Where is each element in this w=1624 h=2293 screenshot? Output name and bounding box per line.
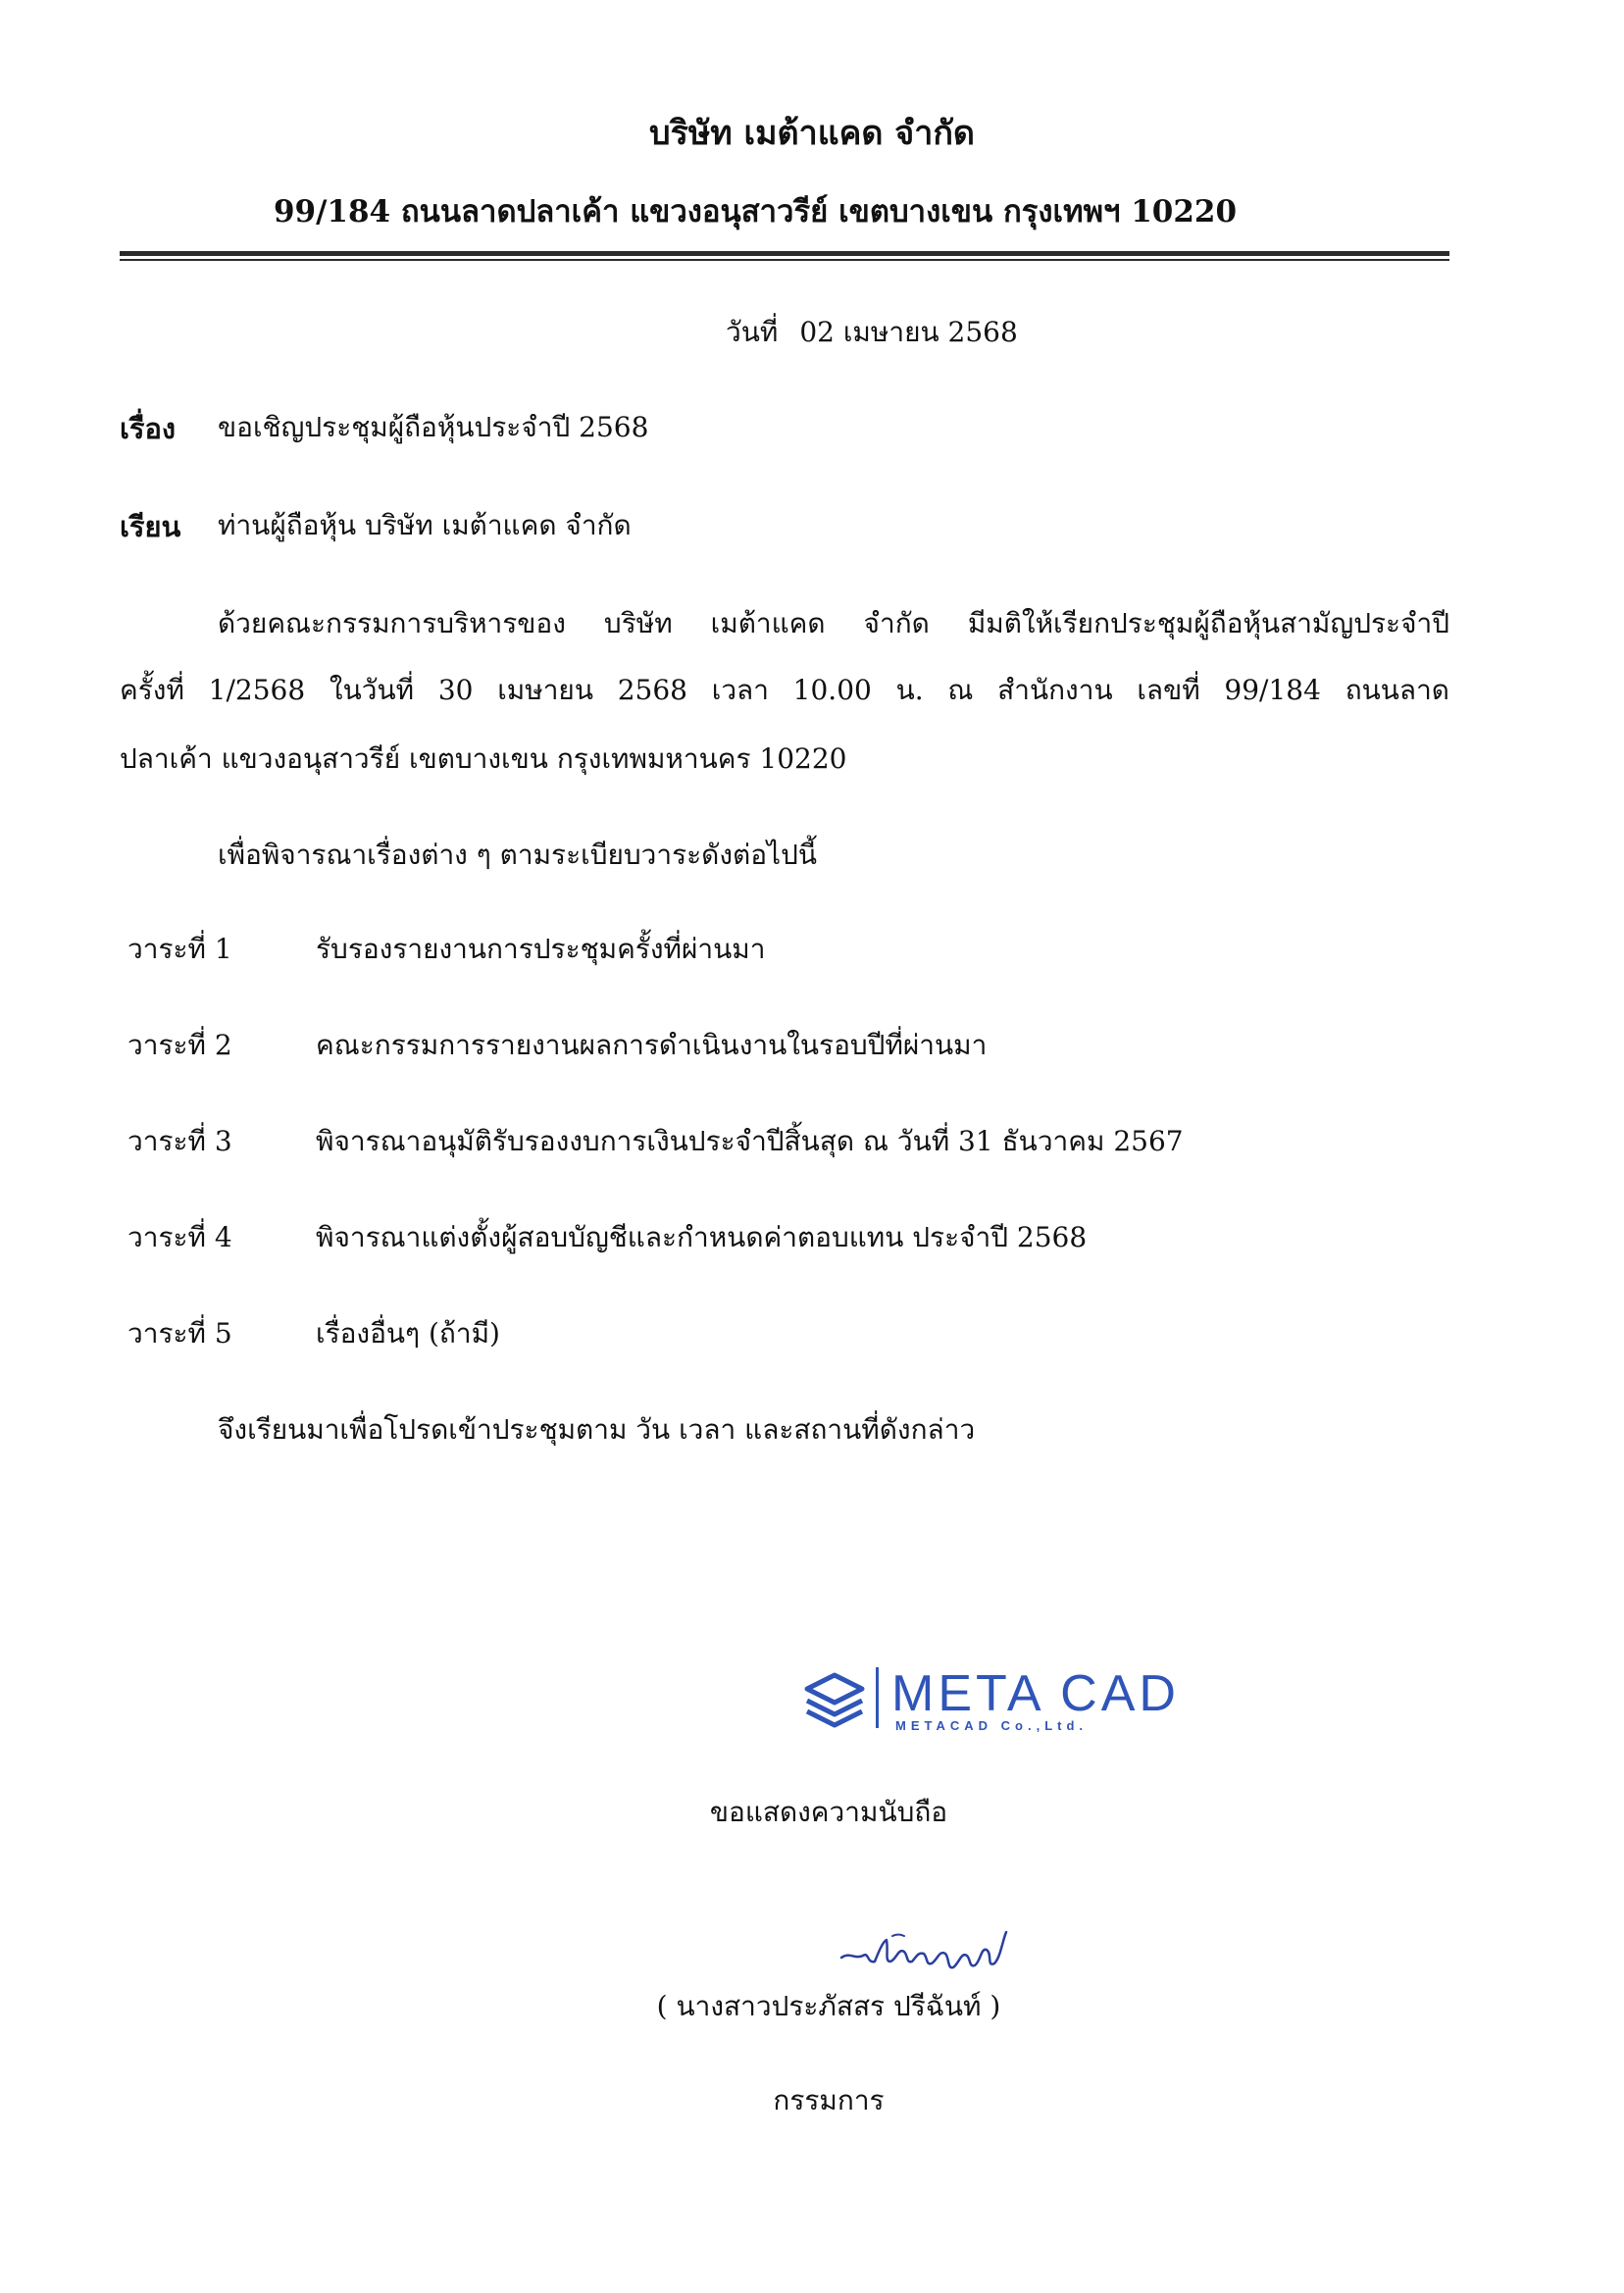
date-value: 02 เมษายน 2568 (799, 316, 1018, 348)
agenda-number: วาระที่ 4 (127, 1221, 232, 1253)
body-paragraph-line-3: ปลาเค้า แขวงอนุสาวรีย์ เขตบางเขน กรุงเทพมหานคร 10220 (120, 742, 847, 775)
agenda-number: วาระที่ 3 (127, 1125, 232, 1157)
letter-date (726, 311, 1018, 354)
agenda-text: รับรองรายงานการประชุมครั้งที่ผ่านมา (316, 933, 766, 965)
signer-position: กรรมการ (773, 2084, 885, 2116)
signer-name: ( นางสาวประภัสสร ปรีฉันท์ ) (656, 1990, 1001, 2022)
company-logo (799, 1656, 1211, 1734)
closing-sentence: จึงเรียนมาเพื่อโปรดเข้าประชุมตาม วัน เวลา และสถานที่ดังกล่าว (218, 1413, 976, 1446)
subject-text: ขอเชิญประชุมผู้ถือหุ้นประจำปี 2568 (218, 411, 649, 443)
handwritten-signature (834, 1912, 1030, 1981)
header-divider-thin (120, 259, 1449, 261)
layers-icon (807, 1675, 862, 1725)
company-name: บริษัท เมต้าแคด จำกัด (649, 114, 975, 153)
agenda-intro: เพื่อพิจารณาเรื่องต่าง ๆ ตามระเบียบวาระดังต่อไปนี้ (218, 839, 818, 871)
body-paragraph-line-2: ครั้งที่ 1/2568 ในวันที่ 30 เมษายน 2568 เวลา 10.00 น. ณ สำนักงาน เลขที่ 99/184 ถนนลาด (120, 674, 1449, 706)
logo-tagline: METACAD Co.,Ltd. (895, 1718, 1089, 1733)
agenda-text: เรื่องอื่นๆ (ถ้ามี) (316, 1317, 500, 1350)
agenda-number: วาระที่ 2 (127, 1029, 232, 1061)
company-address: 99/184 ถนนลาดปลาเค้า แขวงอนุสาวรีย์ เขตบางเขน กรุงเทพฯ 10220 (273, 194, 1238, 229)
agenda-number: วาระที่ 1 (127, 933, 232, 965)
agenda-text: คณะกรรมการรายงานผลการดำเนินงานในรอบปีที่ผ่านมา (316, 1029, 988, 1061)
logo-wordmark: META CAD (891, 1665, 1180, 1722)
agenda-number: วาระที่ 5 (127, 1317, 232, 1350)
agenda-text: พิจารณาอนุมัติรับรองงบการเงินประจำปีสิ้นสุด ณ วันที่ 31 ธันวาคม 2567 (316, 1125, 1184, 1157)
header-divider-thick (120, 251, 1449, 256)
recipient-text: ท่านผู้ถือหุ้น บริษัท เมต้าแคด จำกัด (218, 509, 632, 541)
date-label: วันที่ (726, 316, 779, 348)
regards: ขอแสดงความนับถือ (709, 1796, 948, 1828)
body-paragraph-line-1: ด้วยคณะกรรมการบริหารของ บริษัท เมต้าแคด จำกัด มีมติให้เรียกประชุมผู้ถือหุ้นสามัญประจำปี (218, 607, 1449, 639)
recipient-label: เรียน (120, 510, 181, 543)
subject-label: เรื่อง (120, 412, 177, 445)
agenda-text: พิจารณาแต่งตั้งผู้สอบบัญชีและกำหนดค่าตอบแทน ประจำปี 2568 (316, 1221, 1088, 1253)
